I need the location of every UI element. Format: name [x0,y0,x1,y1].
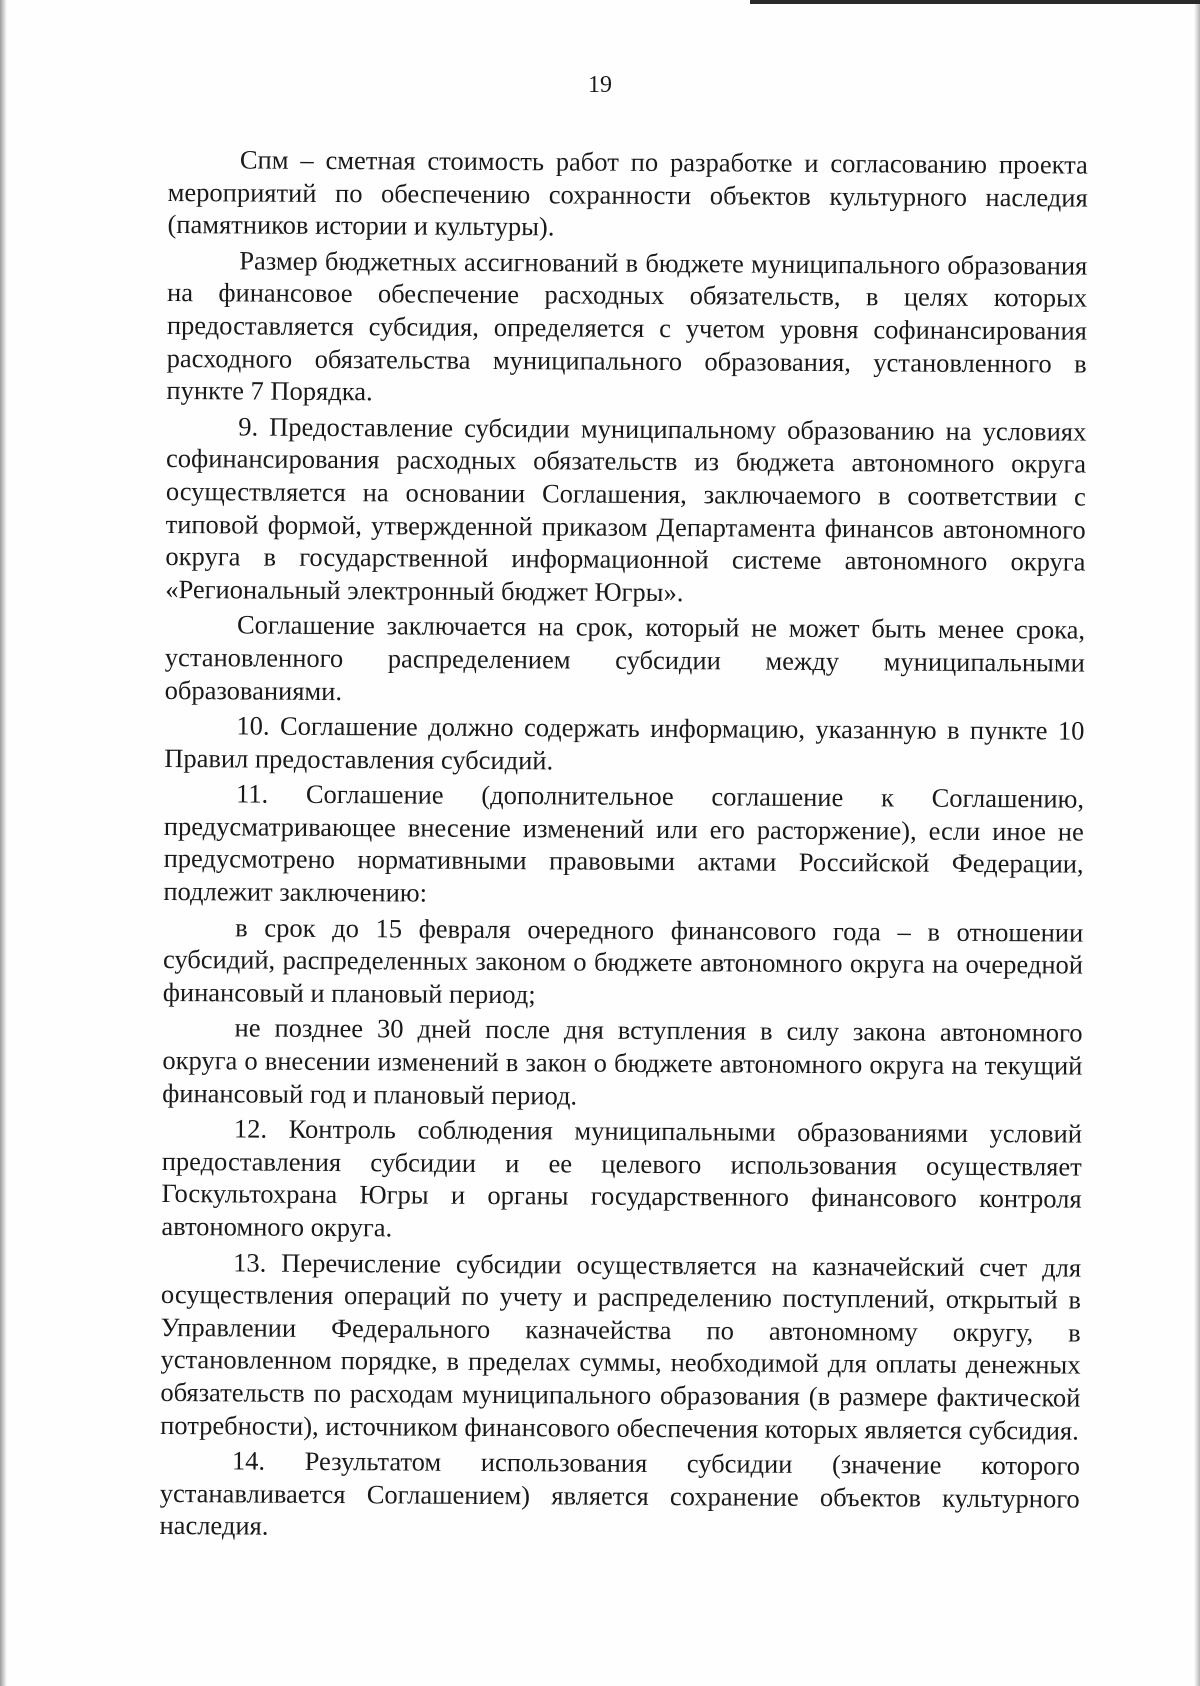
scan-edge-left [0,0,7,1686]
paragraph-item-11: 11. Соглашение (дополнительное соглашение к Соглашению, предусматривающее внесение изменений или его расторжение), если иное не предусмотрено нормативными правовыми актами Российской Федерации, подлежит заключению: [163,778,1085,908]
paragraph-item-11-deadline-2: не позднее 30 дней после дня вступления в силу закона автономного округа о внесении изменений в закон о бюджете автономного округа на текущий финансовый год и плановый период. [162,1012,1083,1111]
paragraph-item-11-deadline-1: в срок до 15 февраля очередного финансового года – в отношении субсидий, распределенных законом о бюджете автономного округа на очередной финансовый и плановый период; [162,912,1084,1010]
paragraph-item-14: 14. Результатом использования субсидии (значение которого устанавливается Соглашением) является сохранение объектов культурного наследия. [159,1445,1081,1541]
paragraph-budget-allocation: Размер бюджетных ассигнований в бюджете муниципального образования на финансовое обеспечение расходных обязательств, в целях которых предоставляется субсидия, определяется с учетом уровня софинансирования расходного обязательства муниципального образования, установленного в пункте 7 Порядка. [166,245,1088,407]
paragraph-item-10: 10. Соглашение должно содержать информацию, указанную в пункте 10 Правил предоставления субсидий. [164,710,1085,776]
page-number: 19 [588,72,612,98]
document-body [159,143,1088,1551]
scan-edge-right [1194,0,1200,1686]
paragraph-spm-definition: Спм – сметная стоимость работ по разработке и согласованию проекта мероприятий по обеспечению сохранности объектов культурного наследия (памятников истории и культуры). [167,144,1088,242]
paragraph-item-9: 9. Предоставление субсидии муниципальному образованию на условиях софинансирования расходных обязательств из бюджета автономного округа осуществляется на основании Соглашения, заключаемого в соответствии с типовой формой, утвержденной приказом Департамента финансов автономного округа в государственной информационной системе автономного округа «Региональный электронный бюджет Югры». [165,411,1087,607]
paragraph-agreement-term: Соглашение заключается на срок, который не может быть менее срока, установленного распределением субсидии между муниципальными образованиями. [164,609,1086,706]
paragraph-item-12: 12. Контроль соблюдения муниципальными образованиями условий предоставления субсидии и ее целевого использования осуществляет Госкультохрана Югры и органы государственного финансового контроля автономного округа. [161,1113,1083,1243]
paragraph-item-13: 13. Перечисление субсидии осуществляется на казначейский счет для осуществления операций по учету и распределению поступлений, открытый в Управлении Федерального казначейства по автономному округу, в установленном порядке, в пределах суммы, необходимой для оплаты денежных обязательств по расходам муниципального образования (в размере фактической потребности), источником финансового обеспечения которых является субсидия. [160,1247,1082,1446]
scan-top-line [750,0,1200,4]
